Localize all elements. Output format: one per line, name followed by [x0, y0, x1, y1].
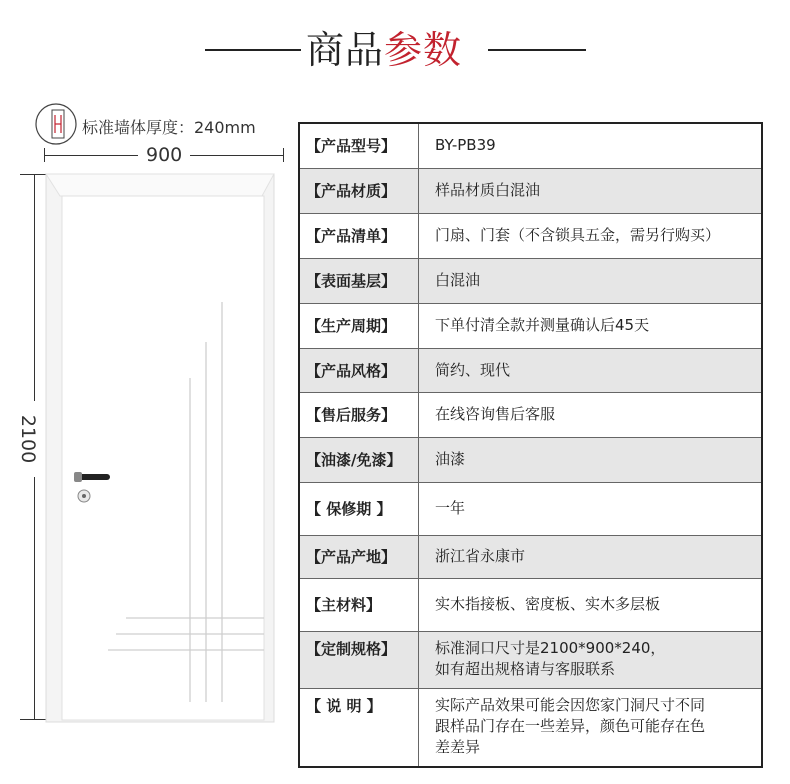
spec-row	[299, 437, 762, 482]
spec-value: 下单付清全款并测量确认后45天	[419, 303, 763, 348]
spec-value: BY-PB39	[419, 123, 763, 168]
spec-value: 浙江省永康市	[419, 535, 763, 578]
spec-key: 【定制规格】	[299, 631, 419, 688]
spec-row	[299, 688, 762, 767]
wall-thickness-label: 标准墙体厚度：240mm	[82, 118, 256, 137]
spec-value: 油漆	[419, 437, 763, 482]
spec-value: 在线咨询售后客服	[419, 392, 763, 437]
height-value: 2100	[13, 401, 43, 477]
spec-key: 【 说 明 】	[299, 688, 419, 767]
title-accent: 参数	[384, 28, 463, 72]
spec-value-line: 如有超出规格请与客服联系	[435, 659, 616, 678]
spec-row	[299, 168, 762, 213]
title-line-left	[205, 49, 301, 51]
spec-row	[299, 348, 762, 392]
title-main: 商品	[306, 28, 385, 72]
spec-row	[299, 482, 762, 535]
section-header	[0, 24, 790, 84]
spec-value-line: 差差异	[435, 737, 481, 756]
spec-value: 样品材质白混油	[419, 168, 763, 213]
spec-row	[299, 392, 762, 437]
width-value: 900	[138, 144, 190, 166]
spec-key: 【表面基层】	[299, 258, 419, 303]
spec-row	[299, 578, 762, 631]
spec-value	[419, 688, 763, 767]
wall-thickness-icon	[34, 102, 78, 146]
spec-table	[298, 122, 763, 768]
spec-value: 白混油	[419, 258, 763, 303]
spec-key: 【生产周期】	[299, 303, 419, 348]
width-tick-left	[44, 148, 45, 162]
width-tick-right	[283, 148, 284, 162]
spec-row	[299, 303, 762, 348]
spec-row	[299, 258, 762, 303]
spec-row	[299, 631, 762, 688]
spec-value: 简约、现代	[419, 348, 763, 392]
spec-value-line: 跟样品门存在一些差异，颜色可能存在色	[435, 716, 706, 735]
spec-key: 【产品型号】	[299, 123, 419, 168]
spec-row	[299, 123, 762, 168]
spec-key: 【产品产地】	[299, 535, 419, 578]
spec-row	[299, 535, 762, 578]
spec-value-line: 实际产品效果可能会因您家门洞尺寸不同	[435, 695, 706, 714]
spec-key: 【油漆/免漆】	[299, 437, 419, 482]
spec-key: 【产品清单】	[299, 213, 419, 258]
spec-key: 【产品材质】	[299, 168, 419, 213]
width-dimension	[44, 144, 284, 166]
title-line-right	[488, 49, 586, 51]
spec-value	[419, 631, 763, 688]
spec-key: 【产品风格】	[299, 348, 419, 392]
section-title	[306, 28, 462, 72]
spec-value: 实木指接板、密度板、实木多层板	[419, 578, 763, 631]
spec-key: 【主材料】	[299, 578, 419, 631]
spec-key: 【 保修期 】	[299, 482, 419, 535]
spec-key: 【售后服务】	[299, 392, 419, 437]
spec-row	[299, 213, 762, 258]
spec-value-line: 标准洞口尺寸是2100*900*240，	[435, 638, 666, 657]
spec-value: 一年	[419, 482, 763, 535]
spec-value: 门扇、门套（不含锁具五金，需另行购买）	[419, 213, 763, 258]
door-illustration	[36, 170, 286, 725]
